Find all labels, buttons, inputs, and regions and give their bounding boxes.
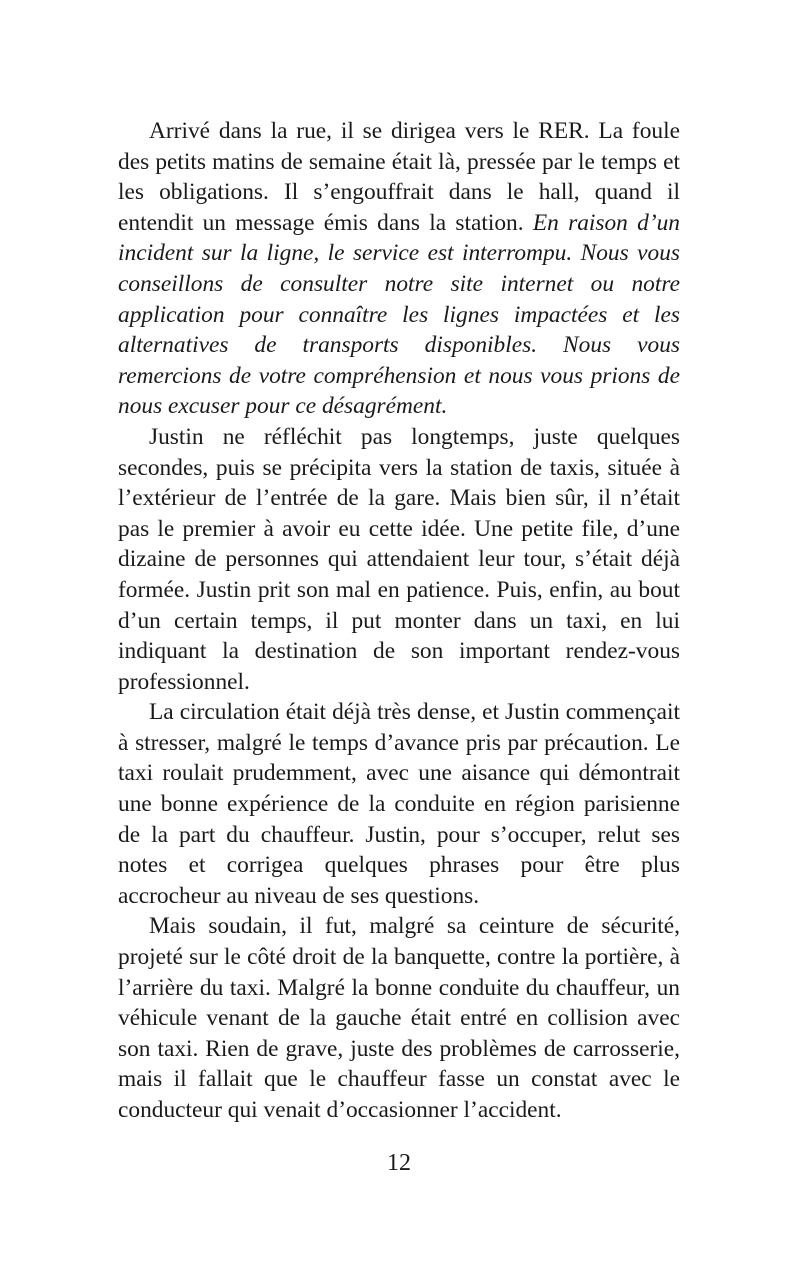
- paragraph-1-lead: Arrivé dans la rue, il se dirigea vers le RER. La foule des petits matins de semaine était là, pressée par le temps et les obligations. Il s’engouffrait dans le hall, quand il entendit un message émis dans la station.: [118, 118, 680, 236]
- paragraph-3: La circulation était déjà très dense, et Justin commençait à stresser, malgré le temps d’avance pris par précaution. Le taxi roulait prudemment, avec une aisance qui démontrait une bonne expérience de la conduite en région parisienne de la part du chauffeur. Justin, pour s’occuper, relut ses notes et corrigea quelques phrases pour être plus accrocheur au niveau de ses questions.: [118, 699, 680, 909]
- body-text: [118, 116, 680, 1126]
- paragraph-4: Mais soudain, il fut, malgré sa ceinture de sécurité, projeté sur le côté droit de la banquette, contre la portière, à l’arrière du taxi. Malgré la bonne conduite du chauffeur, un véhicule venant de la gauche était entré en collision avec son taxi. Rien de grave, juste des problèmes de carrosserie, mais il fallait que le chauffeur fasse un constat avec le conducteur qui venait d’occasionner l’accident.: [118, 913, 680, 1123]
- paragraph-2: Justin ne réfléchit pas longtemps, juste quelques secondes, puis se précipita vers la station de taxis, située à l’extérieur de l’entrée de la gare. Mais bien sûr, il n’était pas le premier à avoir eu cette idée. Une petite file, d’une dizaine de personnes qui attendaient leur tour, s’était déjà formée. Justin prit son mal en patience. Puis, enfin, au bout d’un certain temps, il put monter dans un taxi, en lui indiquant la destination de son important rendez-vous professionnel.: [118, 423, 680, 695]
- page-number: 12: [387, 1150, 411, 1176]
- paragraph-1-station-announcement: En raison d’un incident sur la ligne, le service est interrompu. Nous vous conseillons de consulter notre site internet ou notre application pour connaître les lignes impactées et les alternatives de transports disponibles. Nous vous remercions de votre compréhension et nous vous prions de nous excuser pour ce désagrément.: [118, 209, 680, 420]
- paragraph-1: [118, 116, 680, 422]
